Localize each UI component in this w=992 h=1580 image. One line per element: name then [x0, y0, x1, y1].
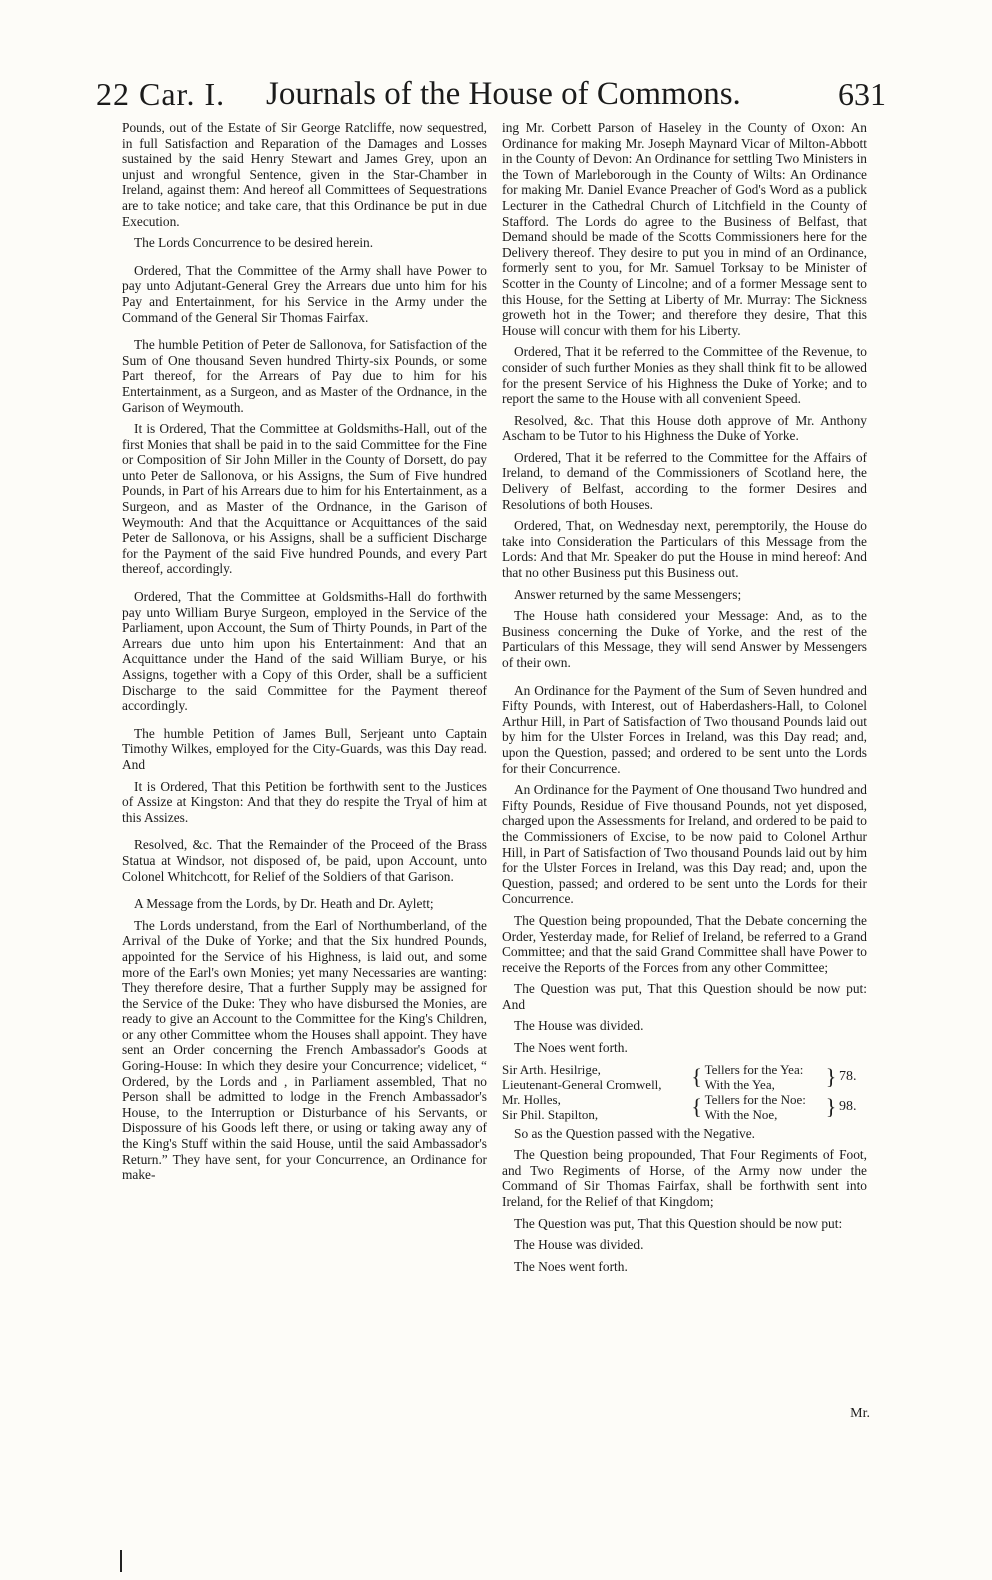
- paragraph: An Ordinance for the Payment of One thousand Two hundred and Fifty Pounds, Residue of Five thousand Pounds, not yet disposed, charged upon the Assessments for Ireland, and ordered to be paid to the Commissioners of Excise, to be now paid to Colonel Arthur Hill, in Part of Satisfaction of Two thousand Pounds laid out by him for the Ulster Forces in Ireland, was this Day read; and, upon the Question, passed; and ordered to be sent unto the Lords for their Concurrence.: [502, 782, 867, 907]
- paragraph: Ordered, That the Committee of the Army shall have Power to pay unto Adjutant-General Grey the Arrears due unto him for his Pay and Entertainment, for his Service in the Army under the Command of the General Sir Thomas Fairfax.: [122, 262, 487, 325]
- paragraph: Resolved, &c. That the Remainder of the Proceed of the Brass Statua at Windsor, not disposed of, be paid, upon Account, unto Colonel Whitchcott, for Relief of the Soldiers of that Garison.: [122, 837, 487, 884]
- noe-label: With the Noe,: [704, 1106, 778, 1122]
- paragraph: Answer returned by the same Messengers;: [514, 586, 742, 602]
- paragraph: The Lords understand, from the Earl of Northumberland, of the Arrival of the Duke of Yorke; and that the Six hundred Pounds, appointed for the Service of his Highness, is laid out, and some more of the Earl's own Monies; yet many Necessaries are wanting: They therefore desire, That a further Supply may be assigned for the Service of the Duke: They who have disbursed the Monies, are ready to give an Account to the Committee for the King's Children, or any other Committee whom the Houses shall appoint. They have sent an Order concerning the French Ambassador's Goods at Goring-House: In which they desire your Concurrence; videlicet, “ Ordered, by the Lords and , in Parliament assembled, That no Person shall be admitted to lodge in the French Ambassador's House, to the Interruption or Disturbance of his Servants, or Dispossure of his Goods left there, or using or taking away any of the King's Stuff within the said House, until the said Ambassador's Return.” They have sent, for your Concurrence, an Ordinance for make-: [122, 917, 487, 1183]
- page-header: [96, 76, 886, 124]
- paragraph: It is Ordered, That this Petition be forthwith sent to the Justices of Assize at Kingston: And that they do respite the Tryal of him at this Assizes.: [122, 778, 487, 825]
- paragraph: So as the Question passed with the Negative.: [514, 1125, 755, 1141]
- paragraph: The Question being propounded, That the Debate concerning the Order, Yesterday made, for Relief of Ireland, be referred to a Grand Committee; and that the said Grand Committee shall have Power to receive the Reports of the Forces from any other Committee;: [502, 912, 867, 975]
- yea-teller: Lieutenant-General Cromwell,: [502, 1076, 662, 1092]
- paragraph: An Ordinance for the Payment of the Sum of Seven hundred and Fifty Pounds, with Interest, out of Haberdashers-Hall, to Colonel Arthur Hill, in Part of Satisfaction of Two thousand Pounds laid out by him for the Ulster Forces in Ireland, was this Day read; and, upon the Question, passed; and ordered to be sent unto the Lords for their Concurrence.: [502, 682, 867, 776]
- paragraph: The Question being propounded, That Four Regiments of Foot, and Two Regiments of Horse, of the Army now under the Command of Sir Thomas Fairfax, shall be forthwith sent into Ireland, for the Relief of that Kingdom;: [502, 1147, 867, 1210]
- paragraph: Pounds, out of the Estate of Sir George Ratcliffe, now sequestred, in full Satisfaction and Reparation of the Damages and Losses sustained by the said Henry Stewart and James Grey, upon an unjust and wrongful Sentence, given in the Star-Chamber in Ireland, against them: And hereof all Committees of Sequestrations are to take notice; and take care, that this Ordinance be put in due Execution.: [122, 120, 487, 229]
- noe-teller: Mr. Holles,: [502, 1091, 561, 1107]
- brace-right: }: [825, 1094, 837, 1120]
- paragraph: The humble Petition of James Bull, Serjeant unto Captain Timothy Wilkes, employed for the City-Guards, was this Day read. And: [122, 725, 487, 772]
- yea-teller: Sir Arth. Hesilrige,: [502, 1061, 601, 1077]
- brace-left: {: [691, 1064, 702, 1090]
- noe-label: Tellers for the Noe:: [704, 1091, 806, 1107]
- paragraph: The Noes went forth.: [514, 1258, 628, 1274]
- paragraph: It is Ordered, That the Committee at Goldsmiths-Hall, out of the first Monies that shall be paid in to the said Committee for the Fine or Composition of Sir John Miller in the County of Dorsett, do pay unto Peter de Sallonova, or his Assigns, the Sum of Five hundred Pounds, in Part of his Arrears due to him for his Entertainment, as a Surgeon, and as Master of the Ordnance, in the Garison of Weymouth: And that the Acquittance or Acquittances of the said Peter de Sallonova, or his Assigns, shall be a sufficient Discharge for the Payment of the said Five hundred Pounds, and every Part thereof, accordingly.: [122, 421, 487, 577]
- paragraph: Ordered, That the Committee at Goldsmiths-Hall do forthwith pay unto William Burye Surgeon, employed in the Service of the Parliament, upon Account, the Sum of Thirty Pounds, in Part of the Arrears due unto him upon his Entertainment: And that an Acquittance under the Hand of the said William Burye, or his Assigns, together with a Copy of this Order, shall be a sufficient Discharge to the said Committee for the Payment thereof accordingly.: [122, 589, 487, 714]
- paragraph: The humble Petition of Peter de Sallonova, for Satisfaction of the Sum of One thousand Seven hundred Thirty-six Pounds, or some Part thereof, for the Arrears of Pay due to him for his Entertainment, as a Surgeon, and as Master of the Ordnance, in the Garison of Weymouth.: [122, 337, 487, 415]
- catchword: Mr.: [850, 1406, 870, 1421]
- noe-count: 98.: [839, 1099, 857, 1115]
- paragraph: The Question was put, That this Question should be now put: And: [502, 981, 867, 1012]
- scan-mark: [120, 1550, 122, 1572]
- paragraph: The Question was put, That this Question should be now put:: [514, 1215, 843, 1231]
- brace-right: }: [825, 1064, 837, 1090]
- paragraph: A Message from the Lords, by Dr. Heath and Dr. Aylett;: [134, 896, 434, 912]
- division-tellers: [502, 1062, 867, 1122]
- yea-label: With the Yea,: [704, 1076, 775, 1092]
- paragraph: The Lords Concurrence to be desired herein.: [134, 235, 374, 251]
- paragraph: The House was divided.: [514, 1237, 644, 1253]
- paragraph: Ordered, That, on Wednesday next, peremptorily, the House do take into Consideration the Particulars of this Message from the Lords: And that Mr. Speaker do put the House in mind hereof: And that no other Business put this Business out.: [502, 518, 867, 581]
- paragraph: Resolved, &c. That this House doth approve of Mr. Anthony Ascham to be Tutor to his Highness the Duke of Yorke.: [502, 412, 867, 444]
- paragraph: ing Mr. Corbett Parson of Haseley in the County of Oxon: An Ordinance for making Mr. Joseph Maynard Vicar of Milton-Abbott in the County of Devon: An Ordinance for settling Two Ministers in the Town of Marleborough in the County of Wilts: An Ordinance for making Mr. Daniel Evance Preacher of God's Word as a publick Lecturer in the Cathedral Church of Litchfield in the County of Stafford. The Lords do agree to the Business of Belfast, that Demand should be made of the Scotts Commissioners here for the Delivery thereof. They desire to put you in mind of an Ordinance, formerly sent to you, for Mr. Samuel Torksay to be Minister of Scotter in the County of Lincolne; and of a former Message sent to this House, for the Setting at Liberty of Mr. Murray: The Sickness groweth hot in the Tower; and therefore they desire, That this House will concur with them for his Liberty.: [502, 120, 867, 338]
- yea-count: 78.: [839, 1069, 857, 1085]
- left-column: [122, 120, 487, 1189]
- right-column: [502, 120, 867, 1280]
- noe-teller: Sir Phil. Stapilton,: [502, 1106, 599, 1122]
- brace-left: {: [691, 1094, 702, 1120]
- paragraph: The House was divided.: [514, 1018, 644, 1034]
- paragraph: The Noes went forth.: [514, 1040, 628, 1056]
- page-title: Journals of the House of Commons.: [266, 76, 741, 112]
- paragraph: Ordered, That it be referred to the Committee of the Revenue, to consider of such further Monies as they shall think fit to be allowed for the present Service of his Highness the Duke of Yorke; and to report the same to the House with all convenient Speed.: [502, 344, 867, 407]
- paragraph: Ordered, That it be referred to the Committee for the Affairs of Ireland, to demand of the Commissioners of Scotland here, the Delivery of Belfast, according to the former Desires and Resolutions of both Houses.: [502, 449, 867, 512]
- paragraph: The House hath considered your Message: And, as to the Business concerning the Duke of Yorke, and the rest of the Particulars of this Message, they will send Answer by Messengers of their own.: [502, 608, 867, 670]
- yea-label: Tellers for the Yea:: [704, 1061, 804, 1077]
- page-number: 631: [838, 76, 886, 112]
- regnal-year: 22 Car. I.: [96, 76, 226, 112]
